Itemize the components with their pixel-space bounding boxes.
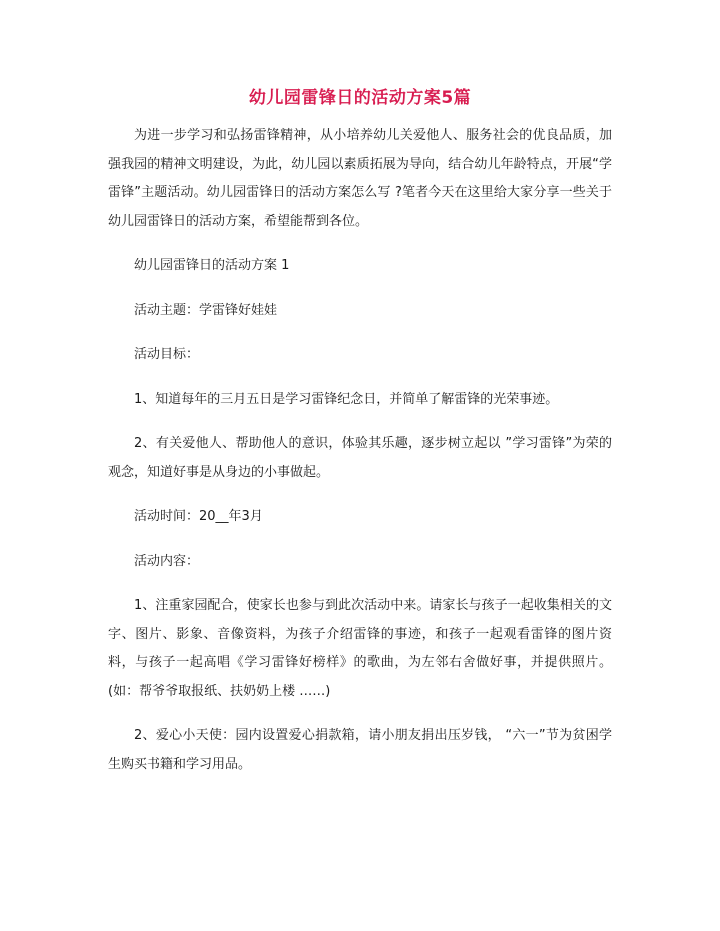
content-item-2: 2、爱心小天使：园内设置爱心捐款箱，请小朋友捐出压岁钱， “六一”节为贫困学生购买书籍和学习用品。 [108, 728, 612, 772]
activity-theme: 活动主题：学雷锋好娃娃 [134, 302, 278, 318]
activity-time: 活动时间：20__年3月 [134, 509, 263, 524]
goal-item-1: 1、知道每年的三月五日是学习雷锋纪念日，并简单了解雷锋的光荣事迹。 [134, 391, 559, 407]
goal-item-2: 2、有关爱他人、帮助他人的意识，体验其乐趣，逐步树立起以 ”学习雷锋”为荣的观念，知道好事是从身边的小事做起。 [108, 436, 612, 480]
intro-paragraph: 为进一步学习和弘扬雷锋精神，从小培养幼儿关爱他人、服务社会的优良品质，加强我园的精神文明建设，为此，幼儿园以素质拓展为导向，结合幼儿年龄特点，开展“学雷锋”主题活动。幼儿园雷锋日的活动方案怎么写 ?笔者今天在这里给大家分享一些关于幼儿园雷锋日的活动方案，希望能帮到各位。 [108, 128, 612, 229]
section-heading: 幼儿园雷锋日的活动方案 1 [134, 258, 290, 273]
document-body [108, 122, 612, 779]
document-title: 幼儿园雷锋日的活动方案5篇 [248, 88, 472, 108]
content-item-1: 1、注重家园配合，使家长也参与到此次活动中来。请家长与孩子一起收集相关的文字、图片、影象、音像资料，为孩子介绍雷锋的事迹，和孩子一起观看雷锋的图片资料，与孩子一起高唱《学习雷锋好榜样》的歌曲，为左邻右舍做好事，并提供照片。(如：帮爷爷取报纸、扶奶奶上楼 ……) [108, 598, 612, 699]
activity-goals-heading: 活动目标： [134, 347, 200, 362]
activity-content-heading: 活动内容： [134, 553, 200, 569]
